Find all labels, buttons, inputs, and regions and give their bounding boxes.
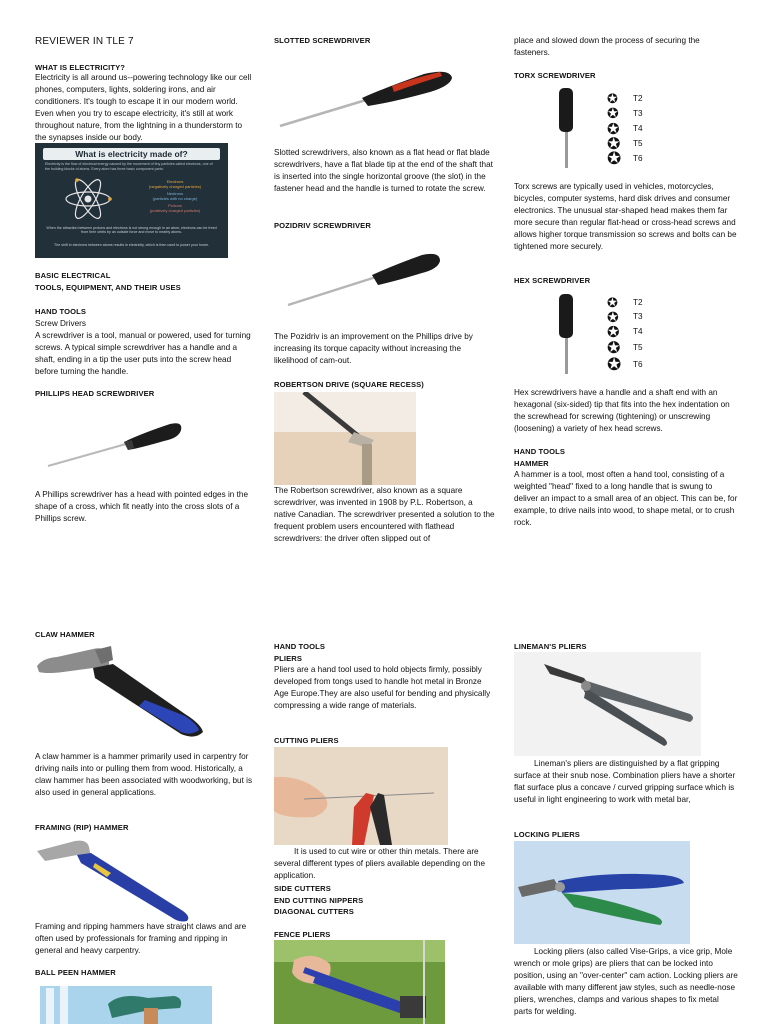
page-title: REVIEWER IN TLE 7 bbox=[35, 36, 134, 47]
robertson-heading: ROBERTSON DRIVE (SQUARE RECESS) bbox=[274, 380, 424, 389]
framing-hammer-text: Framing and ripping hammers have straight claws and are often used by professionals for framing and ripping in general and heavy carpentry. bbox=[35, 922, 247, 955]
robertson-text-continued: place and slowed down the process of securing the fasteners. bbox=[514, 36, 700, 57]
torx-size-t5: ✪ T5 bbox=[607, 135, 643, 153]
hammer-text: A hammer is a tool, most often a hand tool, consisting of a weighted "head" fixed to a long handle that is swung to deliver an impact to a small area of an object. This can be, for example, to drive nails into wood, to shape metal, or to crush rock. bbox=[514, 470, 738, 527]
screwdriver-text: A screwdriver is a tool, manual or powered, used for turning screws. A typical simple screwdriver has a handle and a shaft, ending in a tip the user puts into the screw head before turning the handle. bbox=[35, 331, 251, 376]
hex-size-t4: ✪ T4 bbox=[607, 323, 643, 341]
robertson-drive-image bbox=[274, 392, 416, 485]
star-icon: ✪ bbox=[607, 120, 620, 138]
phillips-text: A Phillips screwdriver has a head with pointed edges in the shape of a cross, which fit neatly into the cross slots of a Phillips screw. bbox=[35, 490, 248, 523]
neutrons-label: Neutrons bbox=[166, 191, 184, 196]
torx-size-t2: ✪ T2 bbox=[607, 90, 643, 106]
hand-tools-heading: HAND TOOLS bbox=[35, 307, 87, 316]
ball-peen-hammer-head bbox=[100, 990, 200, 1024]
slotted-text: Slotted screwdrivers, also known as a flat head or flat blade screwdrivers, have a flat blade tip at the end of the shaft that is inserted into the single horizontal groove (the slot) in the fastener head and the handle is turned to rotate the screw. bbox=[274, 148, 493, 193]
hex-size-t3: ✪ T3 bbox=[607, 308, 643, 325]
cutting-pliers-text: It is used to cut wire or other thin metals. There are several different types of pliers available depending on the application. bbox=[274, 847, 486, 880]
star-icon: ✪ bbox=[607, 308, 619, 325]
fence-pliers-icon bbox=[274, 940, 445, 1024]
lineman-pliers-heading: LINEMAN'S PLIERS bbox=[514, 642, 587, 651]
electricity-infographic bbox=[35, 143, 228, 258]
infographic-legend bbox=[135, 179, 215, 213]
hex-size-t2: ✪ T2 bbox=[607, 295, 643, 310]
torx-screwdriver-image bbox=[552, 86, 582, 174]
what-text: Electricity is all around us--powering technology like our cell phones, computers, lights, soldering irons, and air conditioners. It's tough to escape it in our modern world. Even when you try to escape electricity, it's still at work throughout nature, from the lightning in a thunderstorm to the synapses inside our body. bbox=[35, 73, 252, 142]
lineman-pliers-text: Lineman's pliers are distinguished by a flat gripping surface at their snub nose. Combination pliers have a shorter flat surface plus a concave / curved gripping surface which is useful in light engineering to work with metal bar, bbox=[514, 759, 736, 804]
star-icon: ✪ bbox=[607, 105, 619, 121]
robertson-text: The Robertson screwdriver, also known as a square screwdriver, was invented in 1908 by P.L. Robertson, a native Canadian. The screwdriver presented a solution to the frequent problem users encountered with flathead screwdrivers: the driver often slipped out of bbox=[274, 486, 495, 543]
locking-pliers-text: Locking pliers (also called Vise-Grips, a vice grip, Mole wrench or mole grips) are pliers that can be locked into position, using an "over-center" cam action. Locking pliers are available with many different jaw styles, such as needle-nose pliers, wrenches, clamps and various shapes to fix metal parts for welding. bbox=[514, 947, 738, 1016]
pliers-heading-1: HAND TOOLS bbox=[274, 642, 326, 651]
basic-heading-2: TOOLS, EQUIPMENT, AND THEIR USES bbox=[35, 283, 181, 292]
lineman-pliers-icon bbox=[514, 652, 701, 756]
hammer-heading-1: HAND TOOLS bbox=[514, 447, 566, 456]
electrons-label: Electrons bbox=[166, 179, 184, 184]
slotted-screwdriver-image bbox=[274, 64, 459, 134]
infographic-bottom1: When the attraction between protons and electrons is not strong enough in an atom, electrons can be freed from their orbits by an outside force and move to nearby atoms. bbox=[46, 226, 217, 235]
screw-drivers-subheading: Screw Drivers bbox=[35, 319, 86, 328]
infographic-title: What is electricity made of? bbox=[43, 148, 220, 160]
diagonal-cutters-item: DIAGONAL CUTTERS bbox=[274, 907, 354, 916]
claw-hammer-image bbox=[35, 642, 210, 740]
robertson-screw-icon bbox=[274, 392, 416, 485]
cutting-pliers-image bbox=[274, 747, 448, 845]
fence-pliers-image bbox=[274, 940, 445, 1024]
torx-size-t4: ✪ T4 bbox=[607, 120, 643, 138]
electrons-desc: (negatively charged particles) bbox=[148, 184, 202, 189]
hex-size-t5: ✪ T5 bbox=[607, 339, 643, 357]
protons-desc: (positively charged particles) bbox=[149, 208, 201, 213]
torx-size-list bbox=[607, 91, 643, 167]
claw-hammer-heading: CLAW HAMMER bbox=[35, 630, 95, 639]
hex-text: Hex screwdrivers have a handle and a shaft end with an hexagonal (six-sided) tip that fits into the hex indentation on the screwhead for screwing (tightening) or unscrewing (loosening) a variety of hex head screws. bbox=[514, 388, 730, 433]
side-cutters-item: SIDE CUTTERS bbox=[274, 884, 331, 893]
torx-text: Torx screws are typically used in vehicles, motorcycles, bicycles, computer systems, hard disk drives and consumer electronics. The unusual star-shaped head makes them far more secure than regular flat-head or cross-head screws and allows higher torque transmission so screws and bolts can be tightened more securely. bbox=[514, 182, 737, 251]
pliers-text: Pliers are a hand tool used to hold objects firmly, possibly developed from tongs used to handle hot metal in Bronze Age Europe.They are also useful for bending and physically compressing a wide range of materials. bbox=[274, 665, 491, 710]
ball-peen-heading: BALL PEEN HAMMER bbox=[35, 968, 116, 977]
hex-heading: HEX SCREWDRIVER bbox=[514, 276, 591, 285]
star-icon: ✪ bbox=[607, 354, 622, 374]
star-icon: ✪ bbox=[607, 295, 618, 310]
fence-pliers-heading: FENCE PLIERS bbox=[274, 930, 331, 939]
ball-peen-hammer-image bbox=[40, 986, 212, 1024]
end-cutting-nippers-item: END CUTTING NIPPERS bbox=[274, 896, 364, 905]
hex-screwdriver-image bbox=[552, 292, 582, 380]
framing-hammer-image bbox=[35, 835, 195, 923]
what-heading: WHAT IS ELECTRICITY? bbox=[35, 63, 126, 72]
cutting-pliers-heading: CUTTING PLIERS bbox=[274, 736, 339, 745]
neutrons-desc: (particles with no charge) bbox=[152, 196, 198, 201]
phillips-screwdriver-image bbox=[40, 412, 190, 477]
hex-size-list bbox=[607, 296, 643, 373]
pozidriv-text: The Pozidriv is an improvement on the Phillips drive by increasing its torque capacity without increasing the likelihood of cam-out. bbox=[274, 332, 473, 365]
pliers-heading-2: PLIERS bbox=[274, 654, 303, 663]
star-icon: ✪ bbox=[607, 90, 618, 106]
atom-icon bbox=[63, 177, 113, 221]
torx-size-t6: ✪ T6 bbox=[607, 149, 643, 168]
star-icon: ✪ bbox=[607, 149, 622, 168]
pozidriv-heading: POZIDRIV SCREWDRIVER bbox=[274, 221, 371, 230]
infographic-intro: Electricity is the flow of electrical energy caused by the movement of tiny particles called electrons, one of the building blocks of atoms. Every atom has three basic component parts: bbox=[45, 162, 213, 171]
basic-heading-1: BASIC ELECTRICAL bbox=[35, 271, 111, 280]
slotted-heading: SLOTTED SCREWDRIVER bbox=[274, 36, 371, 45]
pozidriv-screwdriver-image bbox=[284, 245, 444, 313]
hammer-heading-2: HAMMER bbox=[514, 459, 549, 468]
infographic-bottom2: The shift in electrons between atoms results in electricity, which is then used to power your home. bbox=[54, 243, 209, 247]
claw-hammer-text: A claw hammer is a hammer primarily used in carpentry for driving nails into or pulling them from wood. Historically, a claw hammer has been associated with woodworking, but is also used in general applications. bbox=[35, 752, 253, 797]
locking-pliers-image bbox=[514, 841, 690, 944]
lineman-pliers-image bbox=[514, 652, 701, 756]
hex-size-t6: ✪ T6 bbox=[607, 354, 643, 374]
protons-label: Protons bbox=[168, 203, 182, 208]
star-icon: ✪ bbox=[607, 323, 620, 341]
star-icon: ✪ bbox=[607, 135, 621, 153]
cutting-pliers-icon bbox=[274, 747, 448, 845]
locking-pliers-icon bbox=[514, 841, 690, 944]
torx-heading: TORX SCREWDRIVER bbox=[514, 71, 596, 80]
torx-size-t3: ✪ T3 bbox=[607, 105, 643, 121]
phillips-heading: PHILLIPS HEAD SCREWDRIVER bbox=[35, 389, 155, 398]
locking-pliers-heading: LOCKING PLIERS bbox=[514, 830, 580, 839]
star-icon: ✪ bbox=[607, 339, 621, 357]
framing-hammer-heading: FRAMING (RIP) HAMMER bbox=[35, 823, 129, 832]
